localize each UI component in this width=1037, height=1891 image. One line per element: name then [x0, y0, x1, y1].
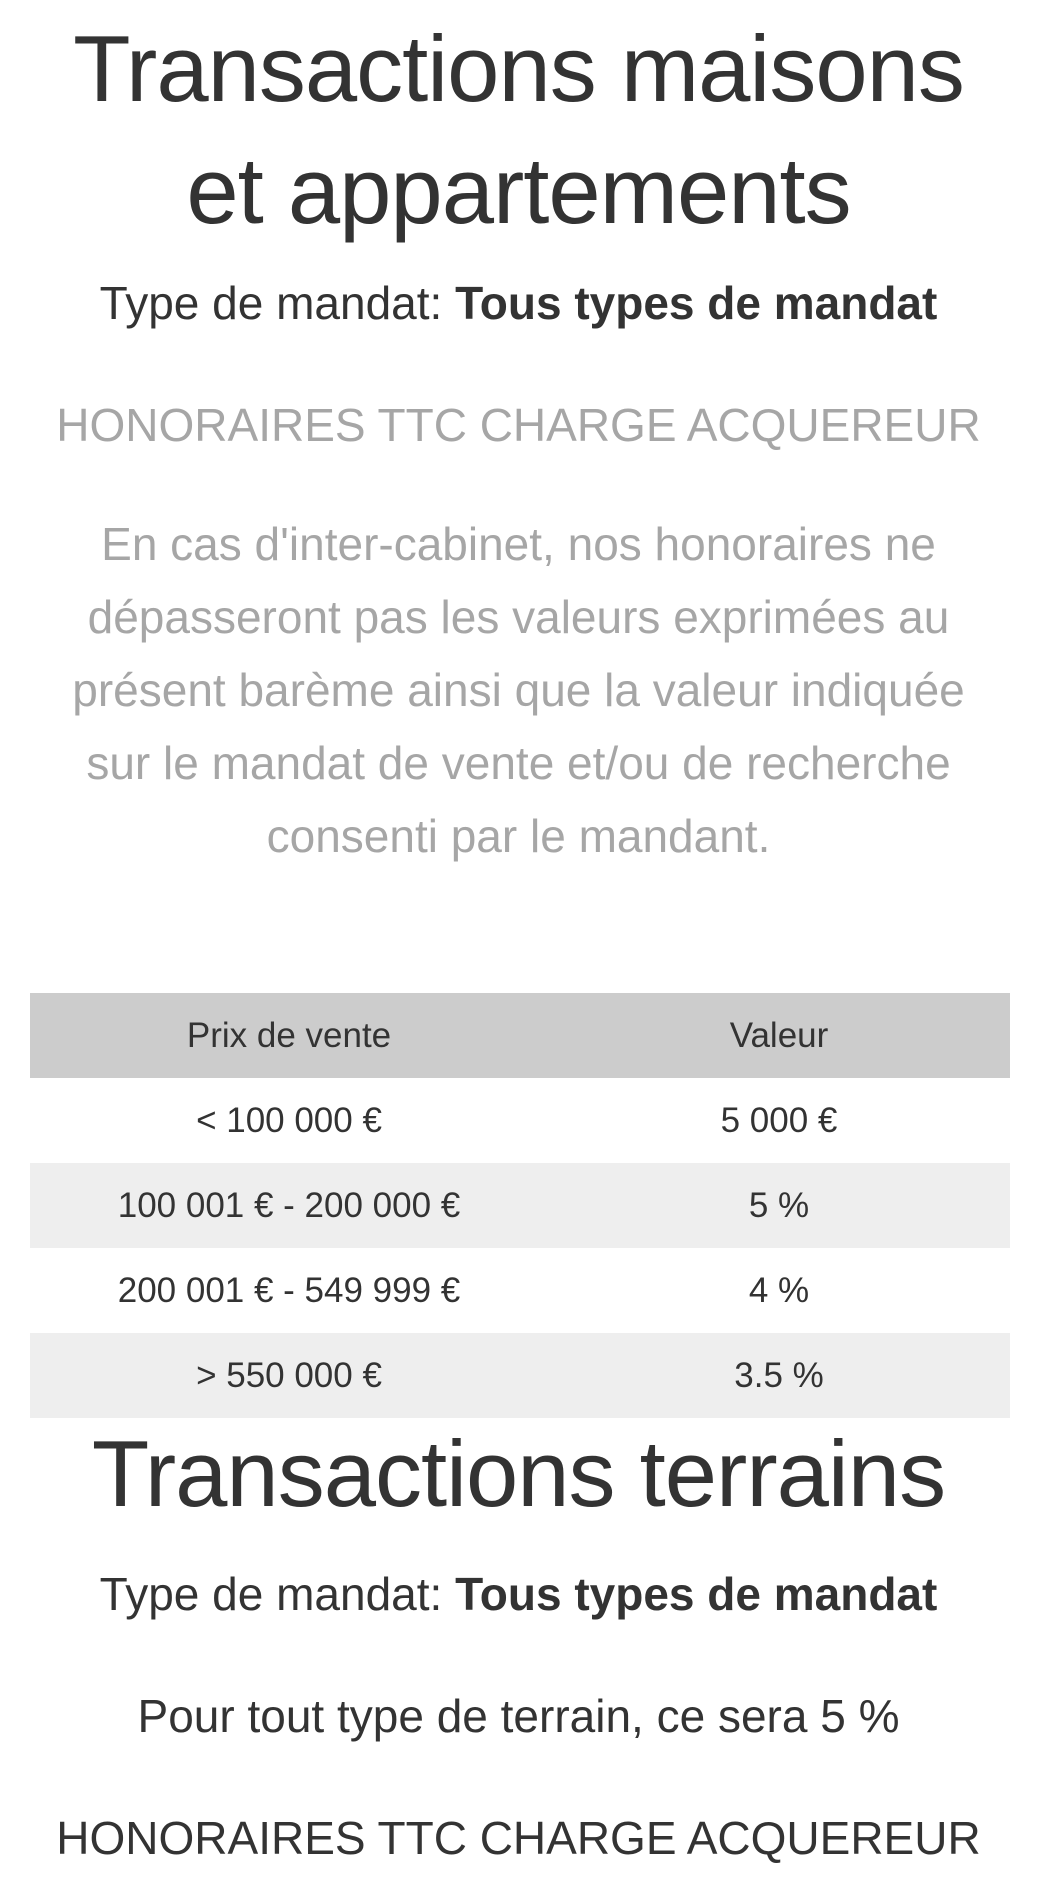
header-value: Valeur	[729, 1015, 829, 1055]
fees-buyer-charge-label: HONORAIRES TTC CHARGE ACQUEREUR	[56, 399, 981, 451]
fees-buyer-charge-label-land: HONORAIRES TTC CHARGE ACQUEREUR	[56, 1812, 981, 1864]
cell-price-range: > 550 000 €	[196, 1355, 382, 1395]
table-row	[30, 1078, 1010, 1163]
table-row	[30, 1333, 1010, 1418]
cell-price-range: < 100 000 €	[196, 1100, 382, 1140]
cell-price-range: 200 001 € - 549 999 €	[117, 1270, 461, 1310]
section-title-land: Transactions terrains	[91, 1421, 946, 1526]
cell-fee-value: 4 %	[748, 1270, 810, 1310]
cell-fee-value: 5 %	[748, 1185, 810, 1225]
mandate-type-label: Type de mandat:	[99, 277, 456, 329]
title-line-1: Transactions maisons	[73, 16, 964, 121]
mandate-type-line-land	[20, 1564, 1017, 1624]
mandate-type-value: Tous types de mandat	[455, 277, 938, 329]
mandate-type-line	[20, 273, 1017, 333]
table-row	[30, 1248, 1010, 1333]
table-row	[30, 1163, 1010, 1248]
inter-cabinet-paragraph	[36, 508, 1001, 873]
paragraph-line: dépasseront pas les valeurs exprimées au	[87, 591, 950, 643]
paragraph-line: consenti par le mandant.	[266, 810, 771, 862]
table-header-row	[30, 993, 1010, 1078]
paragraph-line: En cas d'inter-cabinet, nos honoraires ne	[101, 518, 936, 570]
paragraph-line: sur le mandat de vente et/ou de recherche	[86, 737, 951, 789]
mandate-type-value: Tous types de mandat	[455, 1568, 938, 1620]
land-fee-note: Pour tout type de terrain, ce sera 5 %	[137, 1690, 900, 1742]
paragraph-line: présent barème ainsi que la valeur indiquée	[72, 664, 965, 716]
fee-table	[30, 993, 1010, 1418]
section-title-houses-apartments	[20, 8, 1017, 252]
header-sale-price: Prix de vente	[186, 1015, 392, 1055]
title-line-2: et appartements	[186, 138, 851, 243]
mandate-type-label: Type de mandat:	[99, 1568, 456, 1620]
cell-fee-value: 3.5 %	[734, 1355, 824, 1395]
cell-price-range: 100 001 € - 200 000 €	[117, 1185, 461, 1225]
cell-fee-value: 5 000 €	[720, 1100, 838, 1140]
